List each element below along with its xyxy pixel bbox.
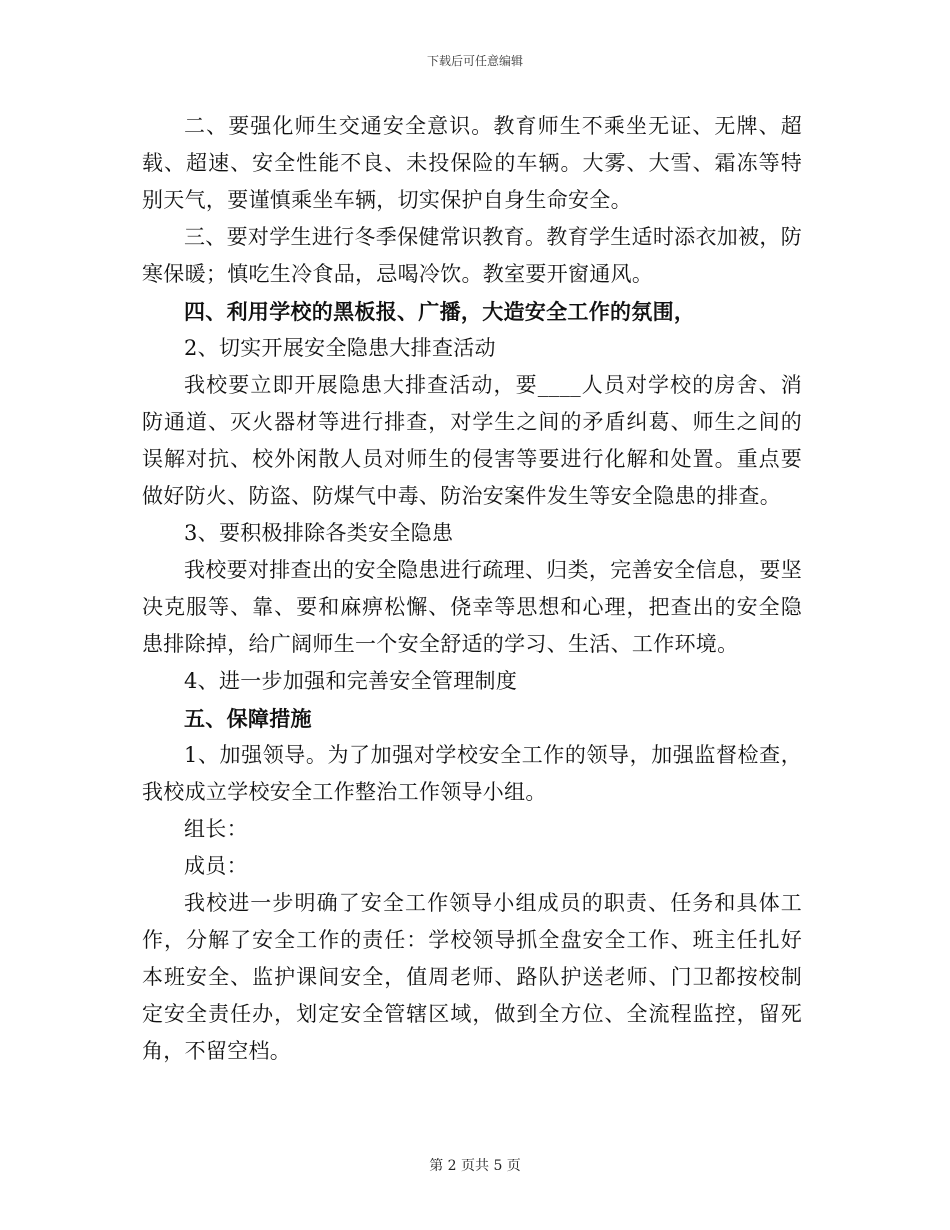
paragraph-hazard-inspection: 我校要立即开展隐患大排查活动，要____人员对学校的房舍、消防通道、灭火器材等进行排查，对学生之间的矛盾纠葛、师生之间的误解对抗、校外闲散人员对师生的侵害等要进行化解和处置。重点要做好防火、防盗、防煤气中毒、防治安案件发生等安全隐患的排查。 [142,373,802,508]
heading-blackboard-broadcast: 四、利用学校的黑板报、广播，大造安全工作的氛围， [184,299,696,324]
heading-hazard-inspection: 2、切实开展安全隐患大排查活动 [184,336,496,360]
heading-safeguard-measures: 五、保障措施 [184,706,312,731]
paragraph-traffic-safety: 二、要强化师生交通安全意识。教育师生不乘坐无证、无牌、超载、超速、安全性能不良、未投保险的车辆。大雾、大雪、霜冻等特别天气，要谨慎乘坐车辆，切实保护自身生命安全。 [142,114,802,212]
heading-eliminate-hazards: 3、要积极排除各类安全隐患 [184,521,454,545]
page-header: 下载后可任意编辑 [426,54,523,68]
paragraph-eliminate-hazards: 我校要对排查出的安全隐患进行疏理、归类，完善安全信息，要坚决克服等、靠、要和麻痹松懈、侥幸等思想和心理，把查出的安全隐患排除掉，给广阔师生一个安全舒适的学习、生活、工作环境。 [142,558,802,656]
label-group-leader: 组长： [184,817,248,841]
paragraph-leadership: 1、加强领导。为了加强对学校安全工作的领导，加强监督检查，我校成立学校安全工作整治工作领导小组。 [142,743,802,804]
paragraph-responsibilities: 我校进一步明确了安全工作领导小组成员的职责、任务和具体工作，分解了安全工作的责任：学校领导抓全盘安全工作、班主任扎好本班安全、监护课间安全，值周老师、路队护送老师、门卫都按校制定安全责任办，划定安全管辖区域，做到全方位、全流程监控，留死角，不留空档。 [142,891,802,1063]
paragraph-winter-health: 三、要对学生进行冬季保健常识教育。教育学生适时添衣加被，防寒保暖；慎吃生冷食品，忌喝冷饮。教室要开窗通风。 [142,225,802,286]
page-footer: 第 2 页共 5 页 [429,1158,521,1174]
document-body [142,108,802,1070]
heading-management-system: 4、进一步加强和完善安全管理制度 [184,669,518,693]
label-members: 成员： [184,854,248,878]
